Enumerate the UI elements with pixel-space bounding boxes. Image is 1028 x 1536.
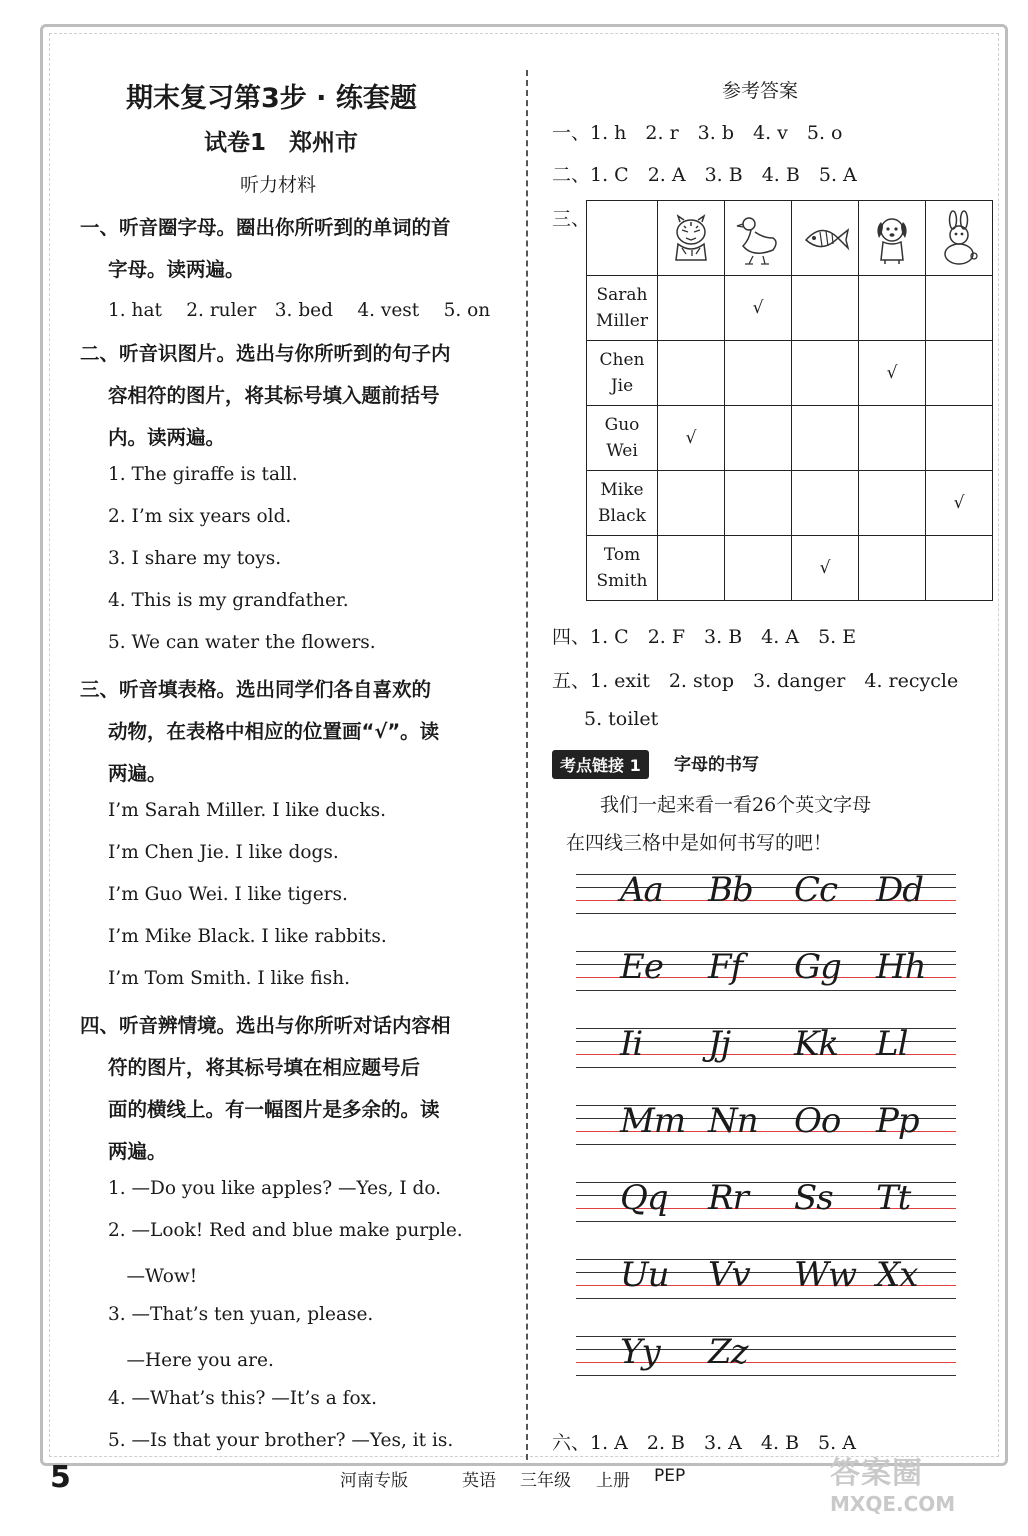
table-row <box>587 471 993 536</box>
dog-icon <box>867 210 917 266</box>
check-cell: √ <box>926 471 993 536</box>
q2-item: 5. We can water the flowers. <box>108 632 376 653</box>
q3-item: I’m Tom Smith. I like fish. <box>108 968 351 989</box>
fish-icon <box>800 210 850 266</box>
q4-item: 4. —What’s this? —It’s a fox. <box>108 1388 377 1409</box>
check-cell <box>792 471 859 536</box>
letter-pair: Yy <box>620 1332 660 1372</box>
key-point-title: 字母的书写 <box>674 755 759 775</box>
check-cell <box>859 536 926 601</box>
footer-volume: 上册 <box>596 1471 630 1491</box>
check-cell <box>658 471 725 536</box>
check-cell <box>859 471 926 536</box>
animal-preference-table <box>586 200 993 601</box>
q4-item: —Here you are. <box>108 1350 274 1371</box>
q4-item: 3. —That’s ten yuan, please. <box>108 1304 374 1325</box>
table-row <box>587 341 993 406</box>
q4-item: 1. —Do you like apples? —Yes, I do. <box>108 1178 442 1199</box>
letter-pair: Zz <box>708 1332 748 1372</box>
student-name: Sarah <box>596 285 648 305</box>
footer-edition: 河南专版 <box>340 1471 408 1491</box>
student-name: Jie <box>610 376 634 396</box>
check-cell: √ <box>859 341 926 406</box>
letter-pair: Gg <box>794 947 841 987</box>
check-cell <box>658 536 725 601</box>
answer-2: 二、1. C 2. A 3. B 4. B 5. A <box>552 164 857 186</box>
footer-publisher: PEP <box>654 1466 686 1486</box>
q4-line: 四、听音辨情境。选出与你所听对话内容相 <box>80 1014 451 1037</box>
q2-line: 内。读两遍。 <box>108 426 226 449</box>
check-cell: √ <box>658 406 725 471</box>
rabbit-icon <box>934 210 984 266</box>
page-title: 期末复习第3步 · 练套题 <box>126 83 417 114</box>
intro-line: 我们一起来看一看26个英文字母 <box>600 794 872 816</box>
answer-6: 六、1. A 2. B 3. A 4. B 5. A <box>552 1432 856 1454</box>
key-point-badge: 考点链接 1 <box>552 750 649 779</box>
q3-item: I’m Mike Black. I like rabbits. <box>108 926 387 947</box>
letter-pair: Ee <box>620 947 663 987</box>
q1-line: 字母。读两遍。 <box>108 258 245 281</box>
letter-pair: Aa <box>620 870 663 910</box>
q1-line: 一、听音圈字母。圈出你所听到的单词的首 <box>80 216 451 239</box>
table-row <box>587 276 993 341</box>
q3-item: I’m Guo Wei. I like tigers. <box>108 884 348 905</box>
check-cell <box>792 276 859 341</box>
table-row <box>587 536 993 601</box>
check-cell <box>725 536 792 601</box>
check-cell <box>725 406 792 471</box>
q2-item: 3. I share my toys. <box>108 548 282 569</box>
letter-pair: Ss <box>794 1178 833 1218</box>
letter-pair: Ww <box>794 1255 857 1295</box>
table-header-row <box>587 201 993 276</box>
q4-item: 2. —Look! Red and blue make purple. <box>108 1220 463 1241</box>
q4-line: 两遍。 <box>108 1140 167 1163</box>
letter-pair: Pp <box>876 1101 919 1141</box>
column-divider <box>526 70 528 1460</box>
student-name: Black <box>598 506 646 526</box>
student-name: Miller <box>596 311 648 331</box>
letter-pair: Jj <box>708 1024 731 1064</box>
check-cell <box>926 276 993 341</box>
q3-line: 三、听音填表格。选出同学们各自喜欢的 <box>80 678 432 701</box>
answer-5-cont: 5. toilet <box>584 708 659 730</box>
section-heading: 听力材料 <box>240 174 317 196</box>
q4-line: 面的横线上。有一幅图片是多余的。读 <box>108 1098 440 1121</box>
duck-icon <box>733 210 783 266</box>
answer-5: 五、1. exit 2. stop 3. danger 4. recycle <box>552 670 959 692</box>
letter-pair: Ff <box>708 947 743 987</box>
student-name: Tom <box>603 545 641 565</box>
check-cell <box>792 406 859 471</box>
student-name: Guo <box>604 415 640 435</box>
footer-subject: 英语 <box>462 1471 496 1491</box>
check-cell <box>859 276 926 341</box>
q2-item: 4. This is my grandfather. <box>108 590 349 611</box>
intro-line: 在四线三格中是如何书写的吧！ <box>566 832 833 854</box>
letter-pair: Bb <box>708 870 753 910</box>
letter-pair: Uu <box>620 1255 669 1295</box>
q4-line: 符的图片，将其标号填在相应题号后 <box>108 1056 421 1079</box>
watermark-logo: 答案圈 <box>830 1456 923 1491</box>
check-cell <box>926 536 993 601</box>
student-name: Smith <box>596 571 648 591</box>
tiger-icon <box>666 210 716 266</box>
page-number: 5 <box>50 1460 71 1495</box>
check-cell <box>725 341 792 406</box>
check-cell <box>926 406 993 471</box>
q2-item: 1. The giraffe is tall. <box>108 464 298 485</box>
check-cell <box>926 341 993 406</box>
letter-pair: Nn <box>708 1101 758 1141</box>
letter-pair: Cc <box>794 870 838 910</box>
letter-pair: Xx <box>876 1255 918 1295</box>
letter-pair: Kk <box>794 1024 839 1064</box>
check-cell <box>792 341 859 406</box>
check-cell <box>658 276 725 341</box>
q2-line: 二、听音识图片。选出与你所听到的句子内 <box>80 342 451 365</box>
q3-item: I’m Chen Jie. I like dogs. <box>108 842 339 863</box>
letter-pair: Tt <box>876 1178 911 1218</box>
check-cell <box>725 471 792 536</box>
letter-pair: Oo <box>794 1101 841 1141</box>
q1-items: 1. hat 2. ruler 3. bed 4. vest 5. on <box>108 300 491 321</box>
q4-item: 5. —Is that your brother? —Yes, it is. <box>108 1430 454 1451</box>
answer-3-label: 三、 <box>552 208 591 230</box>
letter-pair: Dd <box>876 870 924 910</box>
paper-subtitle: 试卷1 郑州市 <box>204 130 359 156</box>
answer-4: 四、1. C 2. F 3. B 4. A 5. E <box>552 626 857 648</box>
letter-pair: Hh <box>876 947 926 987</box>
q3-line: 动物，在表格中相应的位置画“√”。读 <box>108 720 440 743</box>
student-name: Wei <box>606 441 638 461</box>
student-name: Mike <box>600 480 644 500</box>
student-name: Chen <box>599 350 645 370</box>
letter-pair: Ii <box>620 1024 643 1064</box>
letter-pair: Vv <box>708 1255 750 1295</box>
letter-pair: Rr <box>708 1178 748 1218</box>
check-cell: √ <box>725 276 792 341</box>
answer-heading: 参考答案 <box>722 80 799 102</box>
check-cell <box>658 341 725 406</box>
letter-pair: Qq <box>620 1178 668 1218</box>
letter-pair: Mm <box>620 1101 686 1141</box>
q3-item: I’m Sarah Miller. I like ducks. <box>108 800 386 821</box>
q4-item: —Wow! <box>108 1266 198 1287</box>
q2-line: 容相符的图片，将其标号填入题前括号 <box>108 384 440 407</box>
watermark-url: MXQE.COM <box>830 1492 956 1516</box>
q3-line: 两遍。 <box>108 762 167 785</box>
answer-1: 一、1. h 2. r 3. b 4. v 5. o <box>552 122 843 144</box>
letter-pair: Ll <box>876 1024 908 1064</box>
check-cell: √ <box>792 536 859 601</box>
q2-item: 2. I’m six years old. <box>108 506 292 527</box>
footer-grade: 三年级 <box>520 1471 571 1491</box>
table-row <box>587 406 993 471</box>
check-cell <box>859 406 926 471</box>
